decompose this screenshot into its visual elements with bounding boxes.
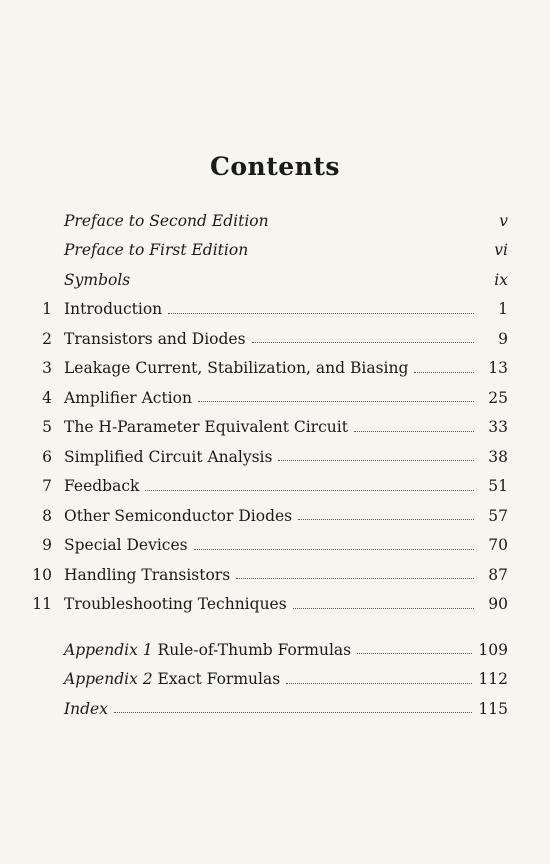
chapter-page: 57	[488, 506, 508, 525]
page-title: Contents	[209, 152, 340, 181]
chapter-title: Introduction	[64, 300, 163, 319]
chapter-page: 51	[488, 477, 508, 496]
dot-leader	[286, 683, 472, 684]
chapter-title: Transistors and Diodes	[64, 329, 246, 348]
toc-index	[28, 694, 508, 724]
dot-leader	[236, 578, 474, 579]
appendix-title: Exact Formulas	[157, 670, 281, 689]
dot-leader	[278, 460, 474, 461]
chapter-title: Feedback	[64, 477, 140, 496]
chapter-number: 9	[42, 536, 52, 555]
chapter-title: Handling Transistors	[64, 565, 231, 584]
appendix-title: Rule-of-Thumb Formulas	[157, 640, 352, 659]
chapter-title: Special Devices	[64, 536, 188, 555]
dot-leader	[145, 490, 474, 491]
chapter-page: 70	[488, 536, 508, 555]
chapter-page: 25	[488, 388, 508, 407]
toc-chapter-4	[28, 383, 508, 413]
toc-chapter-8	[28, 501, 508, 531]
chapter-number: 8	[42, 506, 52, 525]
chapter-page: 38	[488, 447, 508, 466]
chapter-number: 11	[32, 595, 52, 614]
appendix-prefix: Appendix 2	[64, 670, 153, 689]
toc-appendix-1	[28, 635, 508, 665]
chapter-title: Simplified Circuit Analysis	[64, 447, 273, 466]
dot-leader	[194, 549, 474, 550]
chapter-title: The H-Parameter Equivalent Circuit	[64, 418, 348, 437]
dot-leader	[298, 519, 474, 520]
appendix-page: 112	[478, 670, 508, 689]
chapter-number: 2	[42, 329, 52, 348]
dot-leader	[357, 653, 472, 654]
dot-leader	[252, 342, 474, 343]
toc-entry-symbols	[28, 265, 508, 295]
chapter-number: 6	[42, 447, 52, 466]
toc-entry-preface-second	[28, 206, 508, 236]
dot-leader	[168, 313, 474, 314]
index-label: Index	[64, 699, 108, 718]
dot-leader	[293, 608, 474, 609]
dot-leader	[354, 431, 474, 432]
toc-entry-label: Symbols	[64, 270, 131, 289]
toc-chapter-10	[28, 560, 508, 590]
toc-entry-page: ix	[494, 270, 508, 289]
toc-entry-preface-first	[28, 236, 508, 266]
toc-chapter-1	[28, 295, 508, 325]
chapter-number: 1	[42, 300, 52, 319]
chapter-page: 13	[488, 359, 508, 378]
dot-leader	[198, 401, 474, 402]
chapter-number: 10	[32, 565, 52, 584]
toc-chapter-5	[28, 413, 508, 443]
table-of-contents	[28, 206, 508, 724]
toc-entry-label: Preface to Second Edition	[64, 211, 269, 230]
appendix-page: 109	[478, 640, 508, 659]
index-page: 115	[478, 699, 508, 718]
toc-chapter-9	[28, 531, 508, 561]
chapter-page: 9	[498, 329, 508, 348]
appendix-prefix: Appendix 1	[64, 640, 153, 659]
toc-entry-page: vi	[494, 241, 508, 260]
toc-entry-label: Preface to First Edition	[64, 241, 249, 260]
chapter-page: 90	[488, 595, 508, 614]
chapter-page: 33	[488, 418, 508, 437]
chapter-page: 87	[488, 565, 508, 584]
toc-entry-page: v	[499, 211, 508, 230]
chapter-number: 7	[42, 477, 52, 496]
toc-chapter-2	[28, 324, 508, 354]
chapter-title: Amplifier Action	[64, 388, 192, 407]
chapter-number: 4	[42, 388, 52, 407]
toc-chapter-7	[28, 472, 508, 502]
chapter-title: Troubleshooting Techniques	[64, 595, 287, 614]
chapter-title: Leakage Current, Stabilization, and Biasing	[64, 359, 409, 378]
toc-chapter-6	[28, 442, 508, 472]
chapter-number: 3	[42, 359, 52, 378]
dot-leader	[414, 372, 474, 373]
toc-chapter-11	[28, 590, 508, 620]
toc-appendix-2	[28, 665, 508, 695]
chapter-number: 5	[42, 418, 52, 437]
dot-leader	[114, 712, 472, 713]
chapter-title: Other Semiconductor Diodes	[64, 506, 293, 525]
toc-chapter-3	[28, 354, 508, 384]
chapter-page: 1	[498, 300, 508, 319]
